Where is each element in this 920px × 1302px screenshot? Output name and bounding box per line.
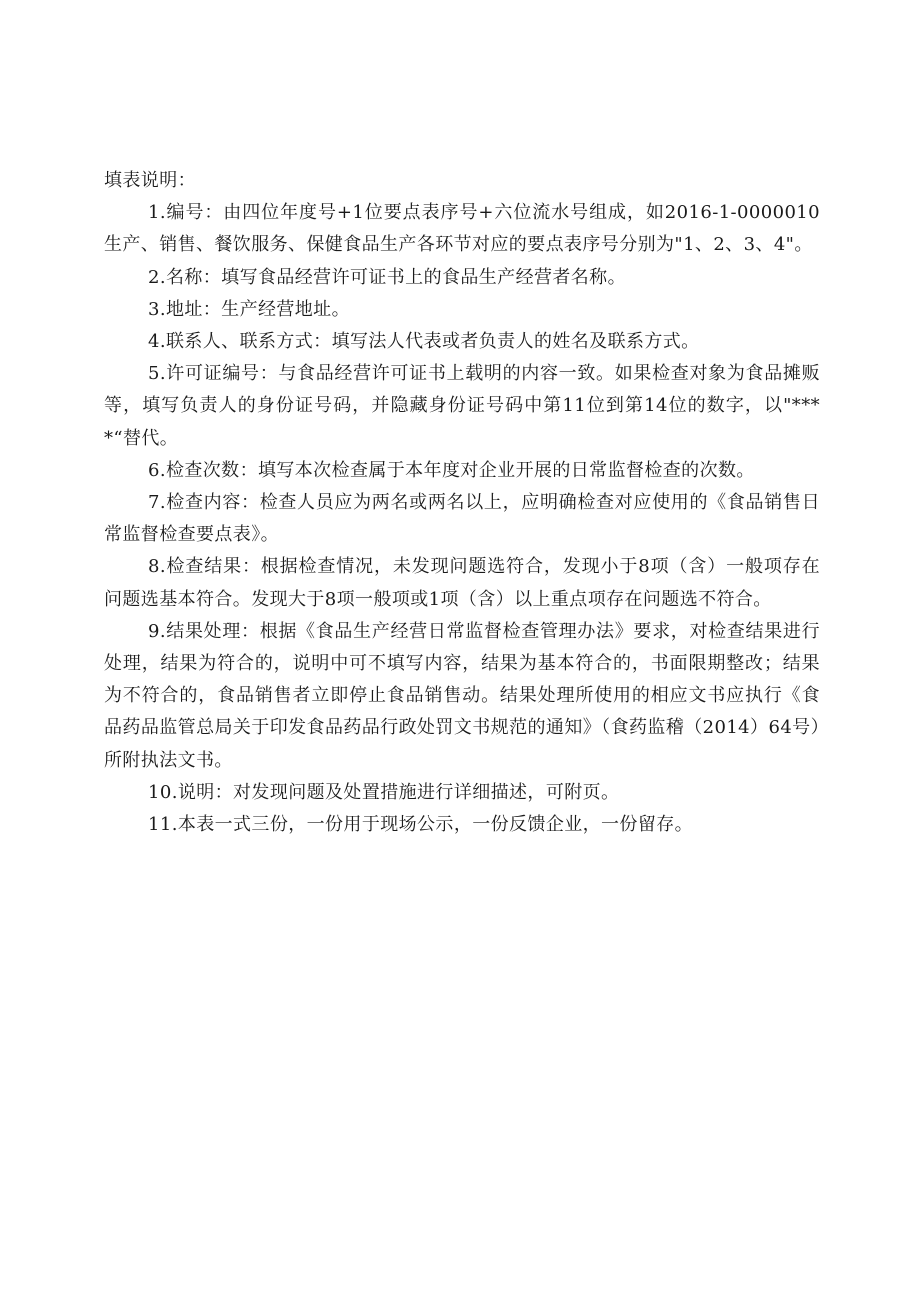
instruction-item-8: 8.检查结果：根据检查情况，未发现问题选符合，发现小于8项（含）一般项存在问题选基本符合。发现大于8项一般项或1项（含）以上重点项存在问题选不符合。: [104, 556, 820, 610]
instruction-item-6: 6.检查次数：填写本次检查属于本年度对企业开展的日常监督检查的次数。: [148, 459, 755, 481]
instructions-section: [104, 165, 820, 841]
instruction-item-11: 11.本表一式三份，一份用于现场公示，一份反馈企业，一份留存。: [148, 814, 694, 836]
instruction-item-10: 10.说明：对发现问题及处置措施进行详细描述，可附页。: [148, 781, 620, 803]
instruction-item-9: 9.结果处理：根据《食品生产经营日常监督检查管理办法》要求，对检查结果进行处理，结果为符合的，说明中可不填写内容，结果为基本符合的，书面限期整改；结果为不符合的，食品销售者立即停止食品销售动。结果处理所使用的相应文书应执行《食品药品监管总局关于印发食品药品行政处罚文书规范的通知》（食药监稽（2014）64号）所附执法文书。: [104, 620, 820, 771]
instruction-item-3: 3.地址：生产经营地址。: [148, 298, 350, 320]
instruction-item-7: 7.检查内容：检查人员应为两名或两名以上，应明确检查对应使用的《食品销售日常监督检查要点表》。: [104, 492, 820, 546]
instruction-item-1: 1.编号：由四位年度号+1位要点表序号+六位流水号组成，如2016-1-0000010生产、销售、餐饮服务、保健食品生产各环节对应的要点表序号分别为"1、2、3、4"。: [104, 202, 820, 256]
instruction-item-5: 5.许可证编号：与食品经营许可证书上载明的内容一致。如果检查对象为食品摊贩等，填写负责人的身份证号码，并隐藏身份证号码中第11位到第14位的数字，以"****“替代。: [104, 363, 820, 449]
instruction-item-4: 4.联系人、联系方式：填写法人代表或者负责人的姓名及联系方式。: [148, 331, 700, 353]
instruction-item-2: 2.名称：填写食品经营许可证书上的食品生产经营者名称。: [148, 266, 626, 288]
instructions-heading: 填表说明：: [104, 170, 196, 191]
